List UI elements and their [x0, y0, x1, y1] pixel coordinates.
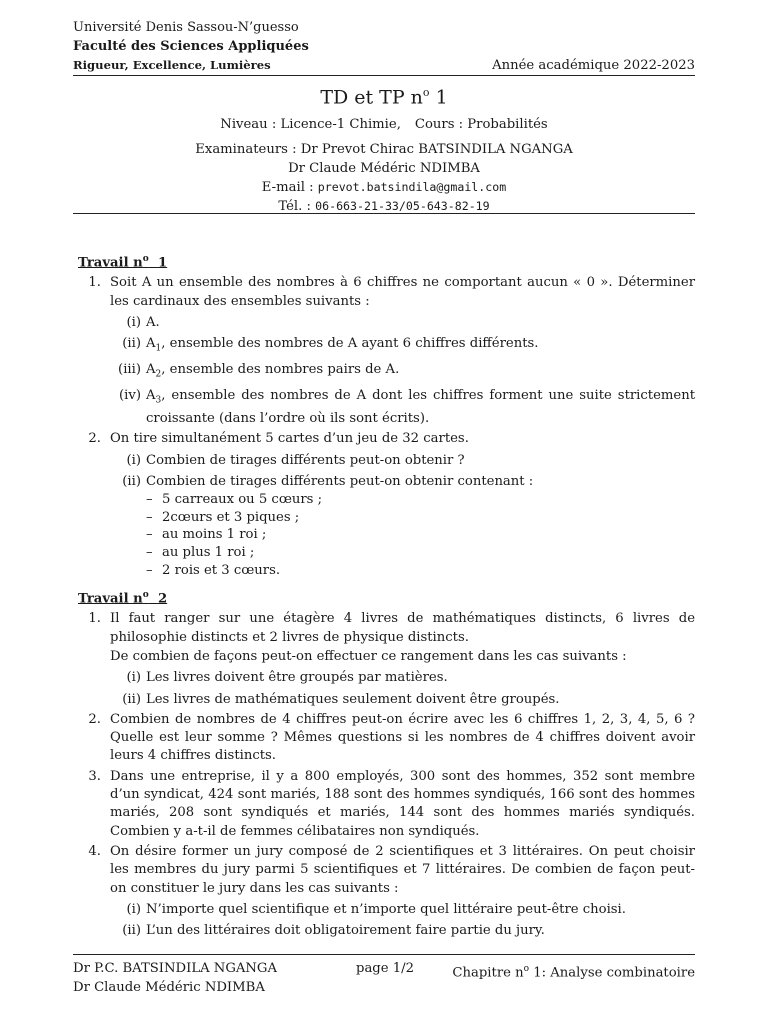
footer-author-1: Dr P.C. BATSINDILA NGANGA	[73, 961, 277, 976]
question: 1. Il faut ranger sur une étagère 4 livres de mathématiques distincts, 6 livres de philosophie distincts et 2 livres de physique distincts. De combien de façons peut-on effectuer ce rangement dans les cas suivants : (i) Les livres doivent être groupés par matières. (ii) Les livres de mathématiques seulement doivent être groupés.	[78, 610, 695, 708]
examiners: Examinateurs : Dr Prevot Chirac BATSINDILA NGANGA	[195, 142, 573, 158]
footer-rule	[73, 954, 695, 955]
question: 3. Dans une entreprise, il y a 800 employés, 300 sont des hommes, 352 sont membre d’un syndicat, 424 sont mariés, 188 sont des hommes syndiqués, 166 sont des hommes mariés, 208 sont syndiqués et mariés, 144 sont des hommes mariés syndiqués. Combien y a-t-il de femmes célibataires non syndiqués.	[88, 768, 695, 839]
email-address[interactable]: prevot.batsindila@gmail.com	[317, 180, 507, 195]
page-header	[73, 18, 695, 75]
header-rule	[73, 75, 695, 76]
phone-number: 06-663-21-33/05-643-82-19	[315, 199, 490, 214]
sub-item: (ii) L’un des littéraires doit obligatoirement faire partie du jury.	[122, 923, 545, 939]
page-footer	[73, 960, 695, 997]
dash-item: – 2cœurs et 3 piques ;	[146, 509, 300, 525]
dash-item: – au moins 1 roi ;	[146, 527, 267, 543]
chapter-label: Chapitre $n^o$ 1: Analyse combinatoire	[452, 964, 695, 981]
section-title: Travail $n^o$ 1	[78, 254, 168, 271]
dash-item: – 2 rois et 3 cœurs.	[146, 562, 281, 578]
dash-item: – 5 carreaux ou 5 cœurs ;	[146, 492, 323, 508]
sub-item: (ii) Combien de tirages différents peut-on obtenir contenant : – 5 carreaux ou 5 cœurs ; – 2cœurs et 3 piques ; – au moins 1 roi ; – au plus 1 roi ; – 2 rois et 3 cœurs.	[110, 473, 695, 579]
page-number: page 1/2	[356, 961, 414, 976]
sub-item: (i) A.	[126, 314, 160, 330]
section-title: Travail $n^o$ 2	[78, 590, 168, 607]
phone-line: Tél. : 06-663-21-33/05-643-82-19	[278, 199, 490, 215]
sub-item: (i) N’importe quel scientifique et n’importe quel littéraire peut-être choisi.	[126, 901, 626, 917]
footer-author-2: Dr Claude Médéric NDIMBA	[73, 979, 265, 995]
question: 2. On tire simultanément 5 cartes d’un jeu de 32 cartes. (i) Combien de tirages différents peut-on obtenir ? (ii) Combien de tirages différents peut-on obtenir contenant : – 5 carreaux ou 5 cœurs ; – 2cœurs et 3 piques ; – au moins 1 roi ; – au plus 1 roi ; – 2 rois et 3 cœurs.	[78, 430, 695, 579]
examiner-2: Dr Claude Médéric NDIMBA	[288, 161, 480, 177]
academic-year: Année académique 2022-2023	[492, 58, 695, 73]
title-rule	[73, 213, 695, 214]
dash-item: – au plus 1 roi ;	[146, 545, 255, 561]
travail-1	[78, 250, 695, 579]
document-title: TD et TP $n^o$ 1	[320, 86, 448, 109]
question: 2. Combien de nombres de 4 chiffres peut-on écrire avec les 6 chiffres 1, 2, 3, 4, 5, 6 ? Quelle est leur somme ? Mêmes questions si les nombres de 4 chiffres doivent avoir leurs 4 chiffres distincts.	[88, 711, 695, 764]
sub-item: (ii) $A_1$, ensemble des nombres de A ayant 6 chiffres différents.	[122, 336, 539, 354]
motto: Rigueur, Excellence, Lumières	[73, 58, 271, 72]
question: 1. Soit A un ensemble des nombres à 6 chiffres ne comportant aucun « 0 ». Déterminer les cardinaux des ensembles suivants : (i) A. (ii) $A_1$, ensemble des nombres de A ayant 6 chiffres différents. (iii) $A_2$, ensemble des nombres pairs de A. (iv) $A_3$, ensemble des nombres de A dont les chiffres forment une suite strictement croissante (dans l’ordre où ils sont écrits).	[78, 274, 695, 428]
university-name: Université Denis Sassou-N’guesso	[73, 20, 299, 35]
course: Cours : Probabilités	[414, 117, 548, 133]
email-line: E-mail : prevot.batsindila@gmail.com	[261, 180, 507, 196]
sub-item: (ii) Les livres de mathématiques seulement doivent être groupés.	[122, 691, 560, 707]
travail-2	[78, 586, 695, 940]
faculty-name: Faculté des Sciences Appliquées	[73, 39, 309, 54]
question: 4. On désire former un jury composé de 2 scientifiques et 3 littéraires. On peut choisir les membres du jury parmi 5 scientifiques et 7 littéraires. De combien de façon peut-on constituer le jury dans les cas suivants : (i) N’importe quel scientifique et n’importe quel littéraire peut-être choisi. (ii) L’un des littéraires doit obligatoirement faire partie du jury.	[78, 843, 695, 940]
sub-item: (i) Les livres doivent être groupés par matières.	[126, 670, 448, 686]
sub-item: (i) Combien de tirages différents peut-on obtenir ?	[126, 452, 465, 468]
sub-item: (iv) $A_3$, ensemble des nombres de A dont les chiffres forment une suite strictement croissante (dans l’ordre où ils sont écrits).	[119, 388, 695, 427]
title-block	[73, 80, 695, 216]
course-info	[73, 115, 695, 134]
level: Niveau : Licence-1 Chimie,	[220, 117, 401, 133]
sub-item: (iii) $A_2$, ensemble des nombres pairs de A.	[118, 362, 400, 380]
